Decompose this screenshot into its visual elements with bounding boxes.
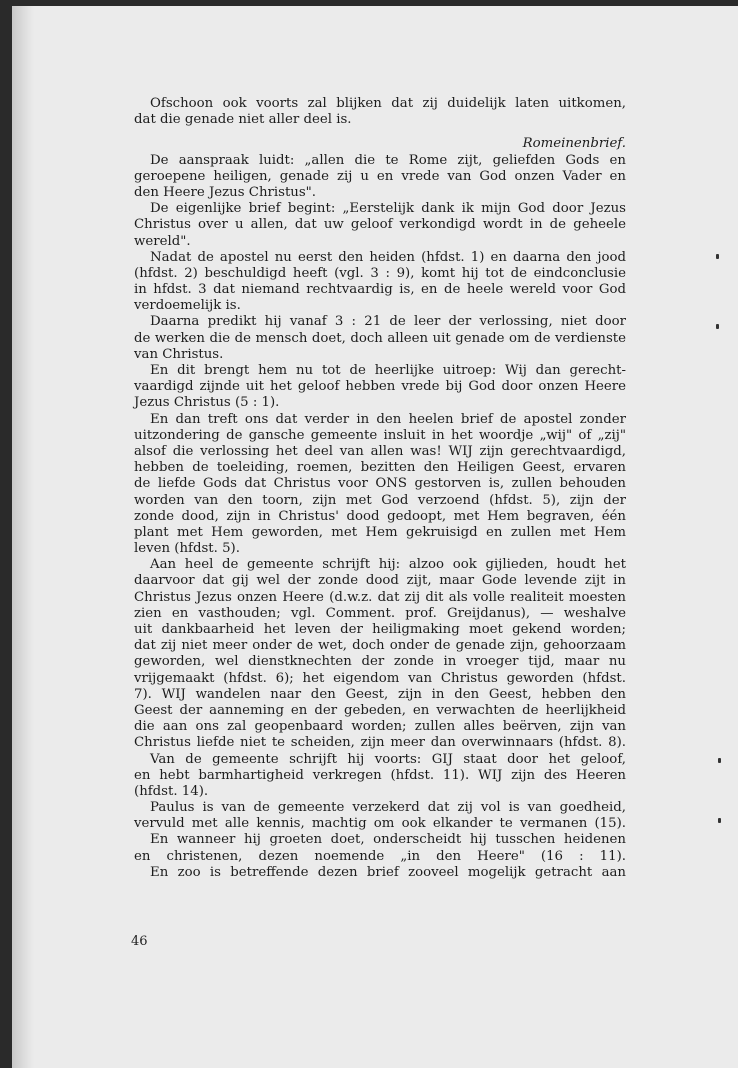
text-line: Christus over u allen, dat uw geloof verkondigd wordt in de geheele <box>134 217 626 233</box>
text-line: geworden, wel dienstknechten der zonde in vroeger tijd, maar nu <box>134 654 626 670</box>
body-text <box>134 96 626 881</box>
margin-speck <box>718 758 721 763</box>
text-line: verdoemelijk is. <box>134 298 241 314</box>
text-line: Geest der aanneming en der gebeden, en verwachten de heerlijkheid <box>134 702 626 718</box>
text-line: En dit brengt hem nu tot de heerlijke uitroep: Wij dan gerecht- <box>150 363 626 378</box>
text-line: worden van den toorn, zijn met God verzoend (hfdst. 5), zijn der <box>134 492 626 508</box>
margin-speck <box>716 254 719 259</box>
text-line: (hfdst. 2) beschuldigd heeft (vgl. 3 : 9), komt hij tot de eindconclusie <box>134 265 626 281</box>
margin-speck <box>716 324 719 329</box>
text-line: leven (hfdst. 5). <box>134 541 240 557</box>
text-line: de werken die de mensch doet, doch alleen uit genade om de verdienste <box>134 330 626 346</box>
text-line: den Heere Jezus Christus". <box>134 184 317 200</box>
text-line: plant met Hem geworden, met Hem gekruisigd en zullen met Hem <box>134 524 626 540</box>
text-line: en christenen, dezen noemende „in den Heere" (16 : 11). <box>134 848 626 864</box>
text-line: 7). WIJ wandelen naar den Geest, zijn in den Geest, hebben den <box>134 686 626 702</box>
text-line: Daarna predikt hij vanaf 3 : 21 de leer der verlossing, niet door <box>150 314 626 330</box>
text-line: Paulus is van de gemeente verzekerd dat zij vol is van goedheid, <box>150 800 626 816</box>
text-line: uitzondering de gansche gemeente insluit in het woordje „wij" of „zij" <box>134 427 626 443</box>
text-line: Christus Jezus onzen Heere (d.w.z. dat zij dit als volle realiteit moesten <box>134 589 626 605</box>
text-line: alsof die verlossing het deel van allen was! WIJ zijn gerechtvaardigd, <box>134 443 626 459</box>
text-line-spaced: dat die genade niet aller deel is. <box>134 112 352 128</box>
page-gutter-shadow <box>12 6 34 1068</box>
text-line: vervuld met alle kennis, machtig om ook elkander te vermanen (15). <box>134 816 626 832</box>
text-line: zien en vasthouden; vgl. Comment. prof. Greijdanus), — weshalve <box>134 605 626 621</box>
text-line: en hebt barmhartigheid verkregen (hfdst. 11). WIJ zijn des Heeren <box>134 767 626 783</box>
text-line: Christus liefde niet te scheiden, zijn meer dan overwinnaars (hfdst. 8). <box>134 735 626 751</box>
text-line: Jezus Christus (5 : 1). <box>134 395 280 411</box>
text-line: in hfdst. 3 dat niemand rechtvaardig is, en de heele wereld voor God <box>134 282 626 298</box>
text-line: vaardigd zijnde uit het geloof hebben vrede bij God door onzen Heere <box>134 379 626 395</box>
text-line: daarvoor dat gij wel der zonde dood zijt, maar Gode levende zijt in <box>134 573 626 589</box>
text-line: uit dankbaarheid het leven der heiligmaking moet gekend worden; <box>134 622 626 637</box>
text-line: Nadat de apostel nu eerst den heiden (hfdst. 1) en daarna den jood <box>150 249 626 265</box>
text-line: die aan ons zal geopenbaard worden; zullen alles beërven, zijn van <box>134 719 626 735</box>
text-line: vrijgemaakt (hfdst. 6); het eigendom van Christus geworden (hfdst. <box>134 670 626 686</box>
text-line: En dan treft ons dat verder in den heelen brief de apostel zonder <box>150 411 626 427</box>
text-line: Aan heel de gemeente schrijft hij: alzoo ook gijlieden, houdt het <box>150 557 626 573</box>
page-number: 46 <box>131 934 148 949</box>
text-line: geroepene heiligen, genade zij u en vrede van God onzen Vader en <box>134 168 626 184</box>
text-line: De eigenlijke brief begint: „Eerstelijk dank ik mijn God door Jezus <box>150 201 626 217</box>
text-line: En wanneer hij groeten doet, onderscheidt hij tusschen heidenen <box>150 832 626 848</box>
text-line: hebben de toeleiding, roemen, bezitten den Heiligen Geest, ervaren <box>134 460 626 476</box>
text-line: wereld". <box>134 233 191 249</box>
text-line: De aanspraak luidt: „allen die te Rome zijt, geliefden Gods en <box>150 152 626 168</box>
text-line: Ofschoon ook voorts zal blijken dat zij duidelijk laten uitkomen, <box>150 96 626 111</box>
text-line: van Christus. <box>134 346 224 362</box>
text-line: Van de gemeente schrijft hij voorts: GIJ staat door het geloof, <box>150 751 626 767</box>
margin-speck <box>718 818 721 823</box>
text-line: (hfdst. 14). <box>134 783 209 799</box>
text-line: En zoo is betreffende dezen brief zooveel mogelijk getracht aan <box>150 864 626 880</box>
section-heading: Romeinenbrief. <box>522 136 626 152</box>
text-line: zonde dood, zijn in Christus' dood gedoopt, met Hem begraven, één <box>134 508 626 524</box>
text-line: dat zij niet meer onder de wet, doch onder de genade zijn, gehoorzaam <box>134 638 626 654</box>
text-line: de liefde Gods dat Christus voor ONS gestorven is, zullen behouden <box>134 476 626 492</box>
